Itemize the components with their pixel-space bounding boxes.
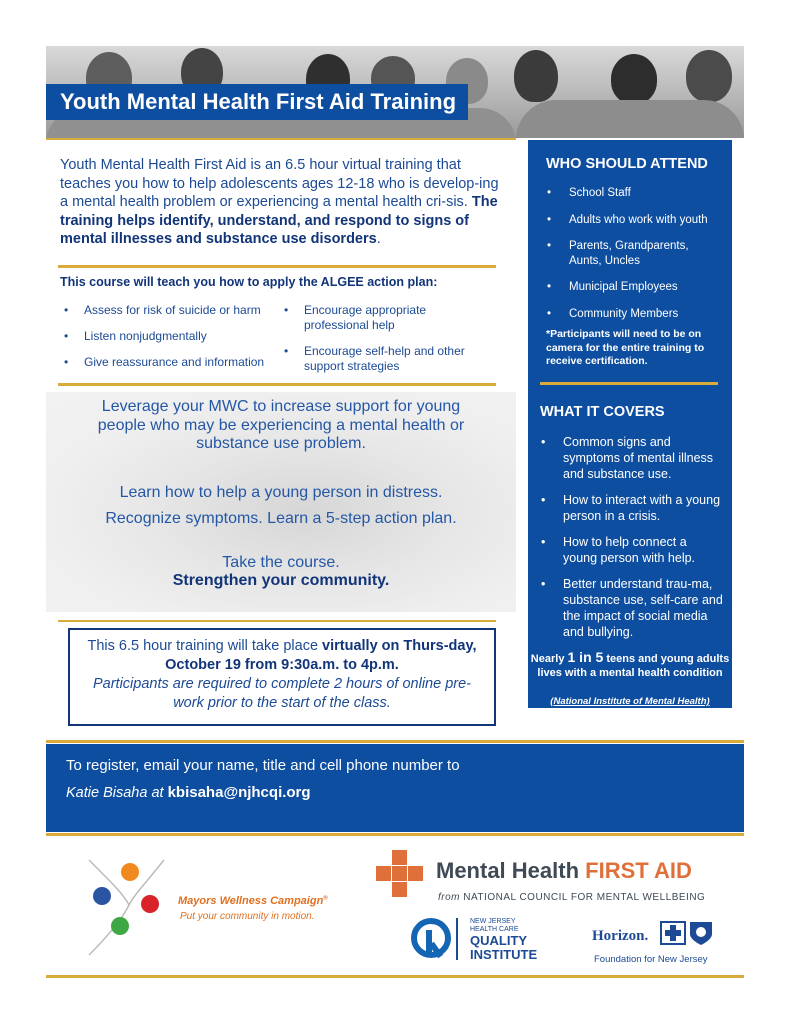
algee-title: This course will teach you how to apply the ALGEE action plan: xyxy=(60,275,438,289)
covers-list xyxy=(538,434,723,640)
list-item: • Municipal Employees xyxy=(544,280,729,295)
njhcqi-big xyxy=(470,934,537,962)
schedule-box xyxy=(68,628,496,726)
sidebar-panel xyxy=(528,140,732,708)
algee-list-right xyxy=(282,303,492,374)
mhfa-from xyxy=(438,892,705,903)
list-item: • Common signs and symptoms of mental illness and substance use. xyxy=(538,434,723,482)
njhcqi-line: INSTITUTE xyxy=(470,947,538,962)
mhfa-cross-icon xyxy=(376,850,424,898)
mwc-name xyxy=(178,895,328,907)
mwc-figure-icon xyxy=(84,850,174,960)
register-name: Katie Bisaha at xyxy=(66,785,168,801)
intro-text: Youth Mental Health First Aid is an 6.5 hour virtual training that teaches you how to help adolescents ages 12-18 who is develop-ing a mental health problem or experiencing a mental health cri-sis. xyxy=(60,157,499,210)
divider xyxy=(540,382,718,385)
divider xyxy=(456,918,458,960)
intro-paragraph xyxy=(60,156,500,249)
register-text: To register, email your name, title and cell phone number to xyxy=(66,757,460,774)
page-title: Youth Mental Health First Aid Training xyxy=(46,84,468,120)
leverage-line: Recognize symptoms. Learn a 5-step action plan. xyxy=(105,510,457,527)
divider xyxy=(58,383,496,386)
mhfa-wordmark xyxy=(436,858,692,884)
leverage-intro: Leverage your MWC to increase support for young people who may be experiencing a mental health or substance use problem. xyxy=(97,398,465,452)
intro-end: . xyxy=(376,231,381,247)
list-item: • School Staff xyxy=(544,186,729,201)
stat-post: teens and young adults lives with a mental health condition xyxy=(537,653,730,679)
mhfa-b: FIRST AID xyxy=(585,858,692,883)
njhcqi-line: NEW JERSEY xyxy=(470,918,516,925)
blue-cross-shield-icon xyxy=(660,920,714,946)
who-title: WHO SHOULD ATTEND xyxy=(546,156,708,172)
njhcqi-small xyxy=(470,918,519,934)
who-list xyxy=(544,186,729,321)
list-item: • Parents, Grandparents, Aunts, Uncles xyxy=(544,239,709,268)
register-contact xyxy=(66,784,311,801)
njhcqi-line: HEALTH CARE xyxy=(470,926,519,933)
njhcqi-q-icon xyxy=(411,918,451,960)
mwc-tagline: Put your community in motion. xyxy=(180,911,315,922)
register-bar xyxy=(46,744,744,832)
schedule-note: Participants are required to complete 2 hours of online pre-work prior to the start of the class. xyxy=(92,676,471,711)
list-item: • Encourage self-help and other support strategies xyxy=(282,344,492,374)
stat-big: 1 in 5 xyxy=(567,649,604,665)
stat-pre: Nearly xyxy=(530,653,568,665)
list-item: • Encourage appropriate professional help xyxy=(282,303,492,333)
list-item: • Give reassurance and information xyxy=(62,355,277,370)
leverage-line: Learn how to help a young person in distress. xyxy=(119,484,443,501)
divider xyxy=(46,975,744,978)
mhfa-council: NATIONAL COUNCIL FOR MENTAL WELLBEING xyxy=(463,892,706,903)
mhfa-a: Mental Health xyxy=(436,858,586,883)
horizon-wordmark: Horizon. xyxy=(592,928,649,944)
mhfa-from-word: from xyxy=(438,892,460,903)
schedule-pre: This 6.5 hour training will take place xyxy=(87,638,323,654)
list-item: • Listen nonjudgmentally xyxy=(62,329,277,344)
list-item: • Adults who work with youth xyxy=(544,213,729,228)
register-email-link[interactable]: kbisaha@njhcqi.org xyxy=(167,784,311,801)
list-item: • Assess for risk of suicide or harm xyxy=(62,303,277,318)
horizon-sub: Foundation for New Jersey xyxy=(594,954,708,965)
covers-title: WHAT IT COVERS xyxy=(540,404,665,420)
divider xyxy=(46,138,516,140)
stat-callout xyxy=(530,650,730,680)
leverage-line: Take the course. xyxy=(222,554,340,571)
divider xyxy=(46,740,744,743)
njhcqi-line: QUALITY xyxy=(470,933,528,948)
divider xyxy=(58,620,496,622)
divider xyxy=(46,833,744,836)
list-item: • Community Members xyxy=(544,307,729,322)
leverage-box xyxy=(46,392,516,612)
algee-list-left xyxy=(62,303,277,370)
mwc-reg: ® xyxy=(323,895,328,902)
stat-source: (National Institute of Mental Health) xyxy=(550,696,710,707)
list-item: • How to interact with a young person in a crisis. xyxy=(538,492,723,524)
leverage-strong: Strengthen your community. xyxy=(172,572,390,589)
list-item: • Better understand trau-ma, substance use, self-care and the impact of social media and bullying. xyxy=(538,576,723,640)
list-item: • How to help connect a young person with help. xyxy=(538,534,723,566)
camera-note: *Participants will need to be on camera for the entire training to receive certification. xyxy=(546,328,705,367)
schedule-date: virtually on Thurs-day, October 19 from 9:30a.m. to 4p.m. xyxy=(165,638,477,673)
divider xyxy=(58,265,496,268)
intro-bold: The training helps identify, understand, and respond to signs of mental illnesses and substance use disorders xyxy=(60,194,498,247)
mwc-name-text: Mayors Wellness Campaign xyxy=(178,895,324,907)
